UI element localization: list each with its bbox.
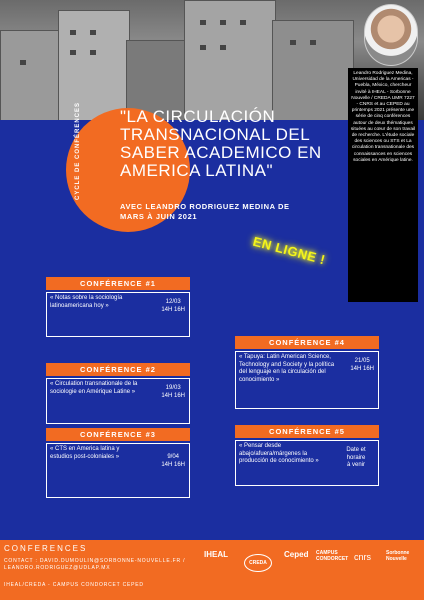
footer-title: CONFERENCES bbox=[4, 544, 88, 553]
event-title: "LA CIRCULACIÓN TRANSNACIONAL DEL SABER ACADEMICO EN AMERICA LATINA" bbox=[120, 107, 322, 180]
conf-1-label: CONFÉRENCE #1 bbox=[46, 277, 190, 290]
conf-5-date: Date et horaire bbox=[346, 447, 366, 461]
conf-4-box bbox=[235, 351, 379, 409]
cycle-label: CYCLE DE CONFÉRENCES bbox=[75, 101, 81, 200]
footer-address: IHEAL/CREDA - CAMPUS CONDORCET CEPED bbox=[4, 582, 144, 588]
conf-5-desc: « Pensar desde abajo/afuera/márgenes la producción de conocimiento » bbox=[239, 443, 319, 464]
conf-2-label: CONFÉRENCE #2 bbox=[46, 363, 190, 376]
conf-4-when bbox=[350, 358, 374, 373]
conf-1-box bbox=[46, 292, 190, 337]
conf-5-label: CONFÉRENCE #5 bbox=[235, 425, 379, 438]
conf-2-when bbox=[161, 385, 185, 400]
conf-5-time: à venir bbox=[346, 462, 365, 468]
conf-4-time: 14H 16H bbox=[350, 365, 374, 372]
sorbonne-logo: Sorbonne Nouvelle bbox=[386, 550, 410, 562]
online-badge: EN LIGNE ! bbox=[251, 233, 328, 268]
conf-2-box bbox=[46, 378, 190, 424]
ceped-logo: Ceped bbox=[284, 550, 309, 559]
conf-3-label: CONFÉRENCE #3 bbox=[46, 428, 190, 441]
conf-3-box bbox=[46, 443, 190, 498]
conf-4-desc: « Tapuya: Latin American Science, Technology and Society y la política del lenguaje en la circulación del conocimiento » bbox=[239, 354, 335, 383]
conf-4-label: CONFÉRENCE #4 bbox=[235, 336, 379, 349]
creda-logo: CREDA bbox=[244, 554, 272, 572]
event-subtitle: AVEC LEANDRO RODRIGUEZ MEDINA DE MARS À JUIN 2021 bbox=[120, 202, 290, 221]
conf-4-date: 21/05 bbox=[354, 358, 370, 364]
iheal-logo: IHEAL bbox=[204, 550, 228, 559]
footer-contact: CONTACT : DAVID.DUMOULIN@SORBONNE-NOUVELLE.FR / LEANDRO.RODRIGUEZ@UDLAP.MX bbox=[4, 558, 186, 571]
condorcet-logo: CAMPUS CONDORCET bbox=[316, 550, 349, 562]
conf-1-time: 14H 16H bbox=[161, 306, 185, 313]
conf-5-box bbox=[235, 440, 379, 486]
conf-3-desc: « CTS en America latina y estudios post-coloniales » bbox=[50, 446, 120, 460]
speaker-photo bbox=[364, 4, 418, 66]
conf-1-date: 12/03 bbox=[165, 299, 181, 305]
cnrs-logo: cnrs bbox=[354, 552, 372, 562]
conf-3-date: 9/04 bbox=[167, 454, 179, 460]
conf-3-when bbox=[161, 454, 185, 469]
conf-2-time: 14H 16H bbox=[161, 392, 185, 399]
conf-3-time: 14H 16H bbox=[161, 461, 185, 468]
conf-2-desc: « Circulation transnationale de la sociologie en Amérique Latine » bbox=[50, 381, 138, 395]
conf-1-desc: « Notas sobre la sociología latinoamericana hoy » bbox=[50, 295, 123, 309]
speaker-bio: Leandro Rodriguez Medina, Universidad de la Americas - Puebla, México, chercheur invité à IHEAL - Sorbonne Nouvelle / CREDA UMR 7227 - CNRS et au CEPED au printemps 2021 présente une série de cinq conférences autour de deux thématiques situées au cœur de son travail de recherche. L'étude sociale des sciences ou STS et La circulation transnationale des connaissances en sciences sociales en Amérique latine. bbox=[348, 68, 418, 302]
conf-1-when bbox=[161, 299, 185, 314]
conf-5-when bbox=[338, 447, 374, 470]
conf-2-date: 19/03 bbox=[165, 385, 181, 391]
footer bbox=[0, 540, 424, 600]
